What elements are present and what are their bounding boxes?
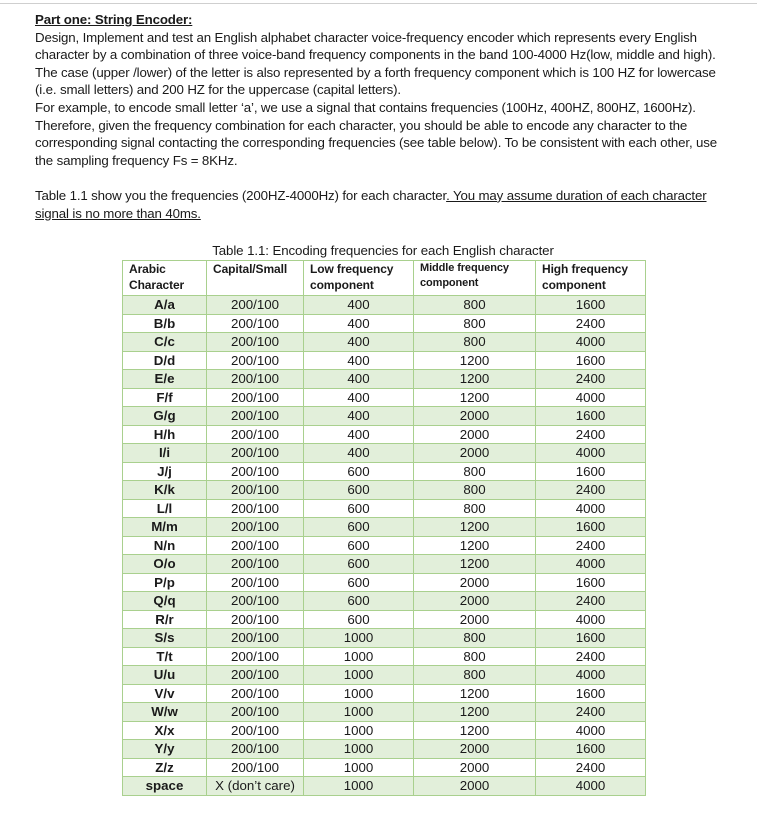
- cell-low: 1000: [304, 721, 414, 740]
- cell-high: 4000: [536, 777, 646, 796]
- cell-middle: 2000: [414, 777, 536, 796]
- cell-char: N/n: [123, 536, 207, 555]
- cell-high: 4000: [536, 610, 646, 629]
- cell-middle: 800: [414, 296, 536, 315]
- cell-case: 200/100: [207, 629, 304, 648]
- cell-middle: 800: [414, 333, 536, 352]
- cell-case: 200/100: [207, 314, 304, 333]
- cell-low: 600: [304, 518, 414, 537]
- cell-case: 200/100: [207, 499, 304, 518]
- cell-middle: 1200: [414, 703, 536, 722]
- paragraph-spacer: [35, 169, 735, 187]
- cell-low: 400: [304, 351, 414, 370]
- cell-low: 600: [304, 536, 414, 555]
- cell-low: 1000: [304, 740, 414, 759]
- cell-low: 400: [304, 314, 414, 333]
- header-character: Arabic Character: [123, 261, 207, 296]
- table-row: [123, 592, 646, 611]
- table-row: [123, 296, 646, 315]
- cell-low: 1000: [304, 666, 414, 685]
- cell-char: E/e: [123, 370, 207, 389]
- cell-char: P/p: [123, 573, 207, 592]
- cell-case: 200/100: [207, 444, 304, 463]
- cell-case: 200/100: [207, 740, 304, 759]
- cell-high: 1600: [536, 296, 646, 315]
- cell-char: T/t: [123, 647, 207, 666]
- cell-high: 1600: [536, 407, 646, 426]
- header-high-frequency: High frequency component: [536, 261, 646, 296]
- table-row: [123, 407, 646, 426]
- cell-high: 4000: [536, 721, 646, 740]
- cell-high: 4000: [536, 388, 646, 407]
- cell-high: 2400: [536, 758, 646, 777]
- duration-note: . You may assume duration of each character signal is no more than 40ms.: [35, 187, 707, 221]
- cell-char: U/u: [123, 666, 207, 685]
- cell-char: W/w: [123, 703, 207, 722]
- cell-low: 600: [304, 592, 414, 611]
- cell-char: G/g: [123, 407, 207, 426]
- cell-case: 200/100: [207, 296, 304, 315]
- cell-case: 200/100: [207, 333, 304, 352]
- cell-char: I/i: [123, 444, 207, 463]
- section-heading: Part one: String Encoder:: [35, 12, 193, 27]
- header-case: Capital/Small: [207, 261, 304, 296]
- cell-middle: 2000: [414, 407, 536, 426]
- cell-case: 200/100: [207, 536, 304, 555]
- table-row: [123, 314, 646, 333]
- cell-high: 2400: [536, 647, 646, 666]
- cell-middle: 1200: [414, 536, 536, 555]
- cell-low: 600: [304, 499, 414, 518]
- cell-middle: 800: [414, 666, 536, 685]
- table-row: [123, 499, 646, 518]
- cell-high: 1600: [536, 351, 646, 370]
- cell-case: 200/100: [207, 610, 304, 629]
- table-row: [123, 370, 646, 389]
- table-row: [123, 703, 646, 722]
- cell-low: 400: [304, 407, 414, 426]
- cell-low: 400: [304, 388, 414, 407]
- cell-low: 400: [304, 444, 414, 463]
- cell-low: 600: [304, 481, 414, 500]
- header-low-frequency: Low frequency component: [304, 261, 414, 296]
- cell-case: 200/100: [207, 684, 304, 703]
- cell-high: 4000: [536, 666, 646, 685]
- cell-middle: 800: [414, 462, 536, 481]
- table-row: [123, 758, 646, 777]
- cell-middle: 2000: [414, 740, 536, 759]
- cell-case: 200/100: [207, 388, 304, 407]
- table-row: [123, 444, 646, 463]
- table-row: [123, 740, 646, 759]
- cell-case: 200/100: [207, 758, 304, 777]
- cell-case: 200/100: [207, 573, 304, 592]
- cell-char: K/k: [123, 481, 207, 500]
- table-reference-paragraph: [35, 187, 735, 222]
- cell-high: 2400: [536, 481, 646, 500]
- cell-high: 4000: [536, 555, 646, 574]
- cell-low: 400: [304, 333, 414, 352]
- cell-middle: 1200: [414, 555, 536, 574]
- cell-high: 4000: [536, 333, 646, 352]
- cell-low: 1000: [304, 777, 414, 796]
- header-middle-frequency: Middle frequency component: [414, 261, 536, 296]
- cell-middle: 800: [414, 499, 536, 518]
- table-row: [123, 536, 646, 555]
- cell-high: 1600: [536, 462, 646, 481]
- cell-high: 4000: [536, 444, 646, 463]
- table-row: [123, 777, 646, 796]
- table-caption: Table 1.1: Encoding frequencies for each English character: [212, 243, 554, 258]
- table-row: [123, 425, 646, 444]
- cell-middle: 2000: [414, 758, 536, 777]
- cell-case: 200/100: [207, 592, 304, 611]
- cell-low: 400: [304, 425, 414, 444]
- cell-char: B/b: [123, 314, 207, 333]
- cell-low: 600: [304, 573, 414, 592]
- cell-char: Q/q: [123, 592, 207, 611]
- cell-case: X (don’t care): [207, 777, 304, 796]
- table-row: [123, 481, 646, 500]
- cell-char: J/j: [123, 462, 207, 481]
- table-row: [123, 555, 646, 574]
- table-row: [123, 666, 646, 685]
- cell-high: 4000: [536, 499, 646, 518]
- cell-low: 1000: [304, 684, 414, 703]
- table-row: [123, 647, 646, 666]
- cell-case: 200/100: [207, 703, 304, 722]
- example-paragraph: For example, to encode small letter ‘a’, we use a signal that contains frequencies (100Hz, 400HZ, 800HZ, 1600Hz). Therefore, given the frequency combination for each character, you should be able to encode any character to the corresponding signal contacting the corresponding frequencies (see table below). To be consistent with each other, use the sampling frequency Fs = 8KHz.: [35, 99, 718, 168]
- cell-middle: 1200: [414, 518, 536, 537]
- encoding-frequency-table: [122, 260, 646, 796]
- cell-middle: 800: [414, 647, 536, 666]
- table-header-row: [123, 261, 646, 296]
- cell-middle: 2000: [414, 573, 536, 592]
- cell-low: 1000: [304, 647, 414, 666]
- page-top-rule: [0, 3, 757, 4]
- cell-high: 2400: [536, 314, 646, 333]
- cell-middle: 800: [414, 314, 536, 333]
- cell-middle: 800: [414, 481, 536, 500]
- cell-middle: 1200: [414, 721, 536, 740]
- cell-char: M/m: [123, 518, 207, 537]
- cell-middle: 1200: [414, 684, 536, 703]
- cell-low: 600: [304, 555, 414, 574]
- cell-case: 200/100: [207, 407, 304, 426]
- cell-middle: 1200: [414, 388, 536, 407]
- cell-case: 200/100: [207, 721, 304, 740]
- table-row: [123, 333, 646, 352]
- table-reference-text: Table 1.1 show you the frequencies (200HZ-4000Hz) for each character: [35, 187, 447, 203]
- cell-low: 400: [304, 296, 414, 315]
- table-row: [123, 629, 646, 648]
- cell-low: 600: [304, 462, 414, 481]
- cell-middle: 800: [414, 629, 536, 648]
- cell-high: 2400: [536, 536, 646, 555]
- table-row: [123, 518, 646, 537]
- cell-char: X/x: [123, 721, 207, 740]
- cell-char: H/h: [123, 425, 207, 444]
- table-row: [123, 462, 646, 481]
- cell-low: 600: [304, 610, 414, 629]
- cell-low: 1000: [304, 703, 414, 722]
- cell-case: 200/100: [207, 425, 304, 444]
- cell-middle: 2000: [414, 610, 536, 629]
- cell-high: 2400: [536, 370, 646, 389]
- cell-char: D/d: [123, 351, 207, 370]
- cell-middle: 2000: [414, 592, 536, 611]
- cell-high: 1600: [536, 684, 646, 703]
- cell-case: 200/100: [207, 481, 304, 500]
- cell-high: 2400: [536, 592, 646, 611]
- table-row: [123, 573, 646, 592]
- cell-low: 1000: [304, 629, 414, 648]
- cell-high: 1600: [536, 518, 646, 537]
- cell-char: R/r: [123, 610, 207, 629]
- cell-case: 200/100: [207, 351, 304, 370]
- cell-char: Z/z: [123, 758, 207, 777]
- table-row: [123, 351, 646, 370]
- cell-high: 1600: [536, 629, 646, 648]
- cell-high: 1600: [536, 740, 646, 759]
- cell-char: F/f: [123, 388, 207, 407]
- table-body: [123, 296, 646, 796]
- cell-char: Y/y: [123, 740, 207, 759]
- cell-case: 200/100: [207, 647, 304, 666]
- table-row: [123, 388, 646, 407]
- cell-char: L/l: [123, 499, 207, 518]
- cell-char: O/o: [123, 555, 207, 574]
- cell-case: 200/100: [207, 666, 304, 685]
- cell-high: 2400: [536, 425, 646, 444]
- cell-case: 200/100: [207, 518, 304, 537]
- cell-char: A/a: [123, 296, 207, 315]
- cell-case: 200/100: [207, 555, 304, 574]
- cell-case: 200/100: [207, 370, 304, 389]
- cell-low: 1000: [304, 758, 414, 777]
- cell-middle: 2000: [414, 444, 536, 463]
- table-row: [123, 721, 646, 740]
- cell-middle: 2000: [414, 425, 536, 444]
- intro-paragraph: Design, Implement and test an English alphabet character voice-frequency encoder which represents every English character by a combination of three voice-band frequency components in the band 100-4000 Hz(low, middle and high). The case (upper /lower) of the letter is also represented by a forth frequency component which is 100 HZ for lowercase (i.e. small letters) and 200 HZ for the uppercase (capital letters).: [35, 29, 716, 98]
- cell-low: 400: [304, 370, 414, 389]
- table-row: [123, 684, 646, 703]
- cell-char: V/v: [123, 684, 207, 703]
- cell-char: S/s: [123, 629, 207, 648]
- cell-middle: 1200: [414, 351, 536, 370]
- cell-char: space: [123, 777, 207, 796]
- document-body: [35, 11, 735, 222]
- cell-char: C/c: [123, 333, 207, 352]
- table-row: [123, 610, 646, 629]
- cell-middle: 1200: [414, 370, 536, 389]
- cell-high: 2400: [536, 703, 646, 722]
- cell-high: 1600: [536, 573, 646, 592]
- cell-case: 200/100: [207, 462, 304, 481]
